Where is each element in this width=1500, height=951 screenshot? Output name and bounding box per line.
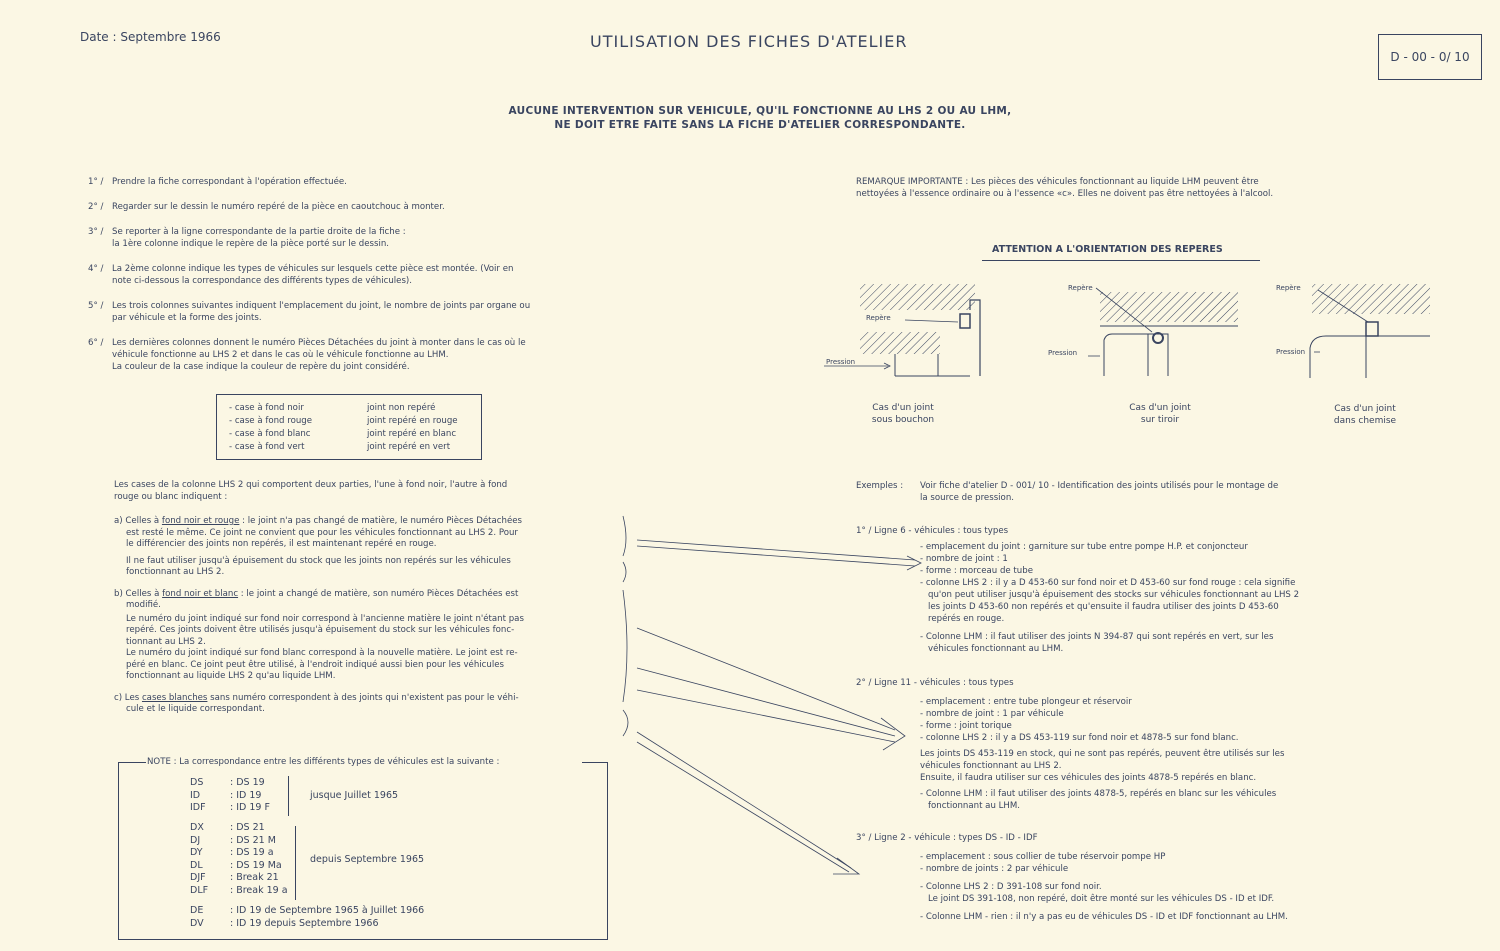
note-group-2: DX : DS 21 DJ : DS 21 M DY : DS 19 a DL : DS 19 Ma DJF : Break 21 DLF : Break 19 a (190, 822, 288, 896)
example-3-details: - emplacement : sous collier de tube réservoir pompe HP - nombre de joints : 2 par véhicule - Colonne LHS 2 : D 391-108 sur fond noir. Le joint DS 391-108, non repéré, doit être monté sur les véhicules DS - ID et IDF. - Colonne LHM - rien : il n'y a pas eu de véhicules DS - ID et IDF fonctionnant au LHM. (920, 852, 1288, 922)
legend-row: - case à fond blanc joint repéré en blanc (229, 429, 457, 439)
example-2-details: - emplacement : entre tube plongeur et réservoir - nombre de joint : 1 par véhicule - forme : joint torique - colonne LHS 2 : il y a DS 453-119 sur fond noir et 4878-5 sur fond blanc. Les joints DS 453-119 en stock, qui ne sont pas repérés, peuvent être utilisés sur les véhicules fonctionnant au LHS 2. Ensuite, il faudra utiliser sur ces véhicules des joints 4878-5 repérés en blanc. - Colonne LHM : il faut utiliser des joints 4878-5, repérés en blanc sur les véhicules fonctionnant au LHM. (920, 697, 1285, 811)
note-label: depuis Septembre 1965 (310, 854, 425, 865)
divider (118, 762, 146, 763)
bracket (295, 826, 296, 900)
warning-banner: AUCUNE INTERVENTION SUR VEHICULE, QU'IL FONCTIONNE AU LHS 2 OU AU LHM, NE DOIT ETRE FAITE SANS LA FICHE D'ATELIER CORRESPONDANTE. (508, 105, 1012, 131)
connector-arrows (615, 510, 935, 880)
case-a: a) Celles à fond noir et rouge : le joint n'a pas changé de matière, le numéro Pièces Détachées est resté le même. Ce joint ne convient que pour les véhicules fonctionnant au LHS 2. Pour le différencier des joints non repérés, il est maintenant repéré en rouge. Il ne faut utiliser jusqu'à épuisement du stock que les joints non repérés sur les véhicules fonctionnant au LHS 2. (114, 516, 523, 577)
example-3-heading: 3° / Ligne 2 - véhicule : types DS - ID - IDF (856, 833, 1038, 843)
repere-label: Repère (1276, 284, 1301, 292)
note-label: jusque Juillet 1965 (310, 790, 399, 801)
diagram-caption: Cas d'un joint sous bouchon (871, 403, 935, 425)
pression-label: Pression (826, 358, 856, 366)
note-title: NOTE : La correspondance entre les différents types de véhicules est la suivante : (147, 757, 500, 767)
cases-explanation (114, 516, 604, 726)
step: 5° / Les trois colonnes suivantes indiquent l'emplacement du joint, le nombre de joints par organe ou par véhicule et la forme des joints. (88, 301, 531, 323)
diagram-caption: Cas d'un joint sur tiroir (1129, 403, 1191, 425)
important-remark: REMARQUE IMPORTANTE : Les pièces des véhicules fonctionnant au liquide LHM peuvent être nettoyées à l'essence ordinaire ou à l'essence «c». Elles ne doivent pas être nettoyées à l'alcool. (856, 177, 1274, 199)
note-group-3: DE : ID 19 de Septembre 1965 à Juillet 1966 DV : ID 19 depuis Septembre 1966 (190, 905, 425, 929)
example-1-details: - emplacement du joint : garniture sur tube entre pompe H.P. et conjoncteur - nombre de joint : 1 - forme : morceau de tube - colonne LHS 2 : il y a D 453-60 sur fond noir et D 453-60 sur fond rouge : cela signifie qu'on peut utiliser jusqu'à épuisement des stocks sur véhicules fonctionnant au LHS 2 les joints D 453-60 non repérés et qu'ensuite il faudra utiliser des joints D 453-60 repérés en rouge. - Colonne LHM : il faut utiliser des joints N 394-87 qui sont repérés en vert, sur les véhicules fonctionnant au LHM. (920, 542, 1300, 654)
repere-label: Repère (1068, 284, 1093, 292)
cases-intro: Les cases de la colonne LHS 2 qui comportent deux parties, l'une à fond noir, l'autre à fond rouge ou blanc indiquent : (114, 480, 508, 502)
legend-row: - case à fond noir joint non repéré (229, 403, 436, 413)
step: 2° / Regarder sur le dessin le numéro repéré de la pièce en caoutchouc à monter. (88, 202, 445, 212)
example-1-heading: 1° / Ligne 6 - véhicules : tous types (856, 526, 1009, 536)
step: 3° / Se reporter à la ligne correspondante de la partie droite de la fiche : la 1ère colonne indique le repère de la pièce porté sur le dessin. (88, 227, 406, 249)
case-b: b) Celles à fond noir et blanc : le joint a changé de matière, son numéro Pièces Détachées est modifié. Le numéro du joint indiqué sur fond noir correspond à l'ancienne matière le joint n'étant pas repéré. Ces joints doivent être utilisés jusqu'à épuisement du stock sur les véhicules fonc- tionnant au LHS 2. Le numéro du joint indiqué sur fond blanc correspond à la nouvelle matière. Le joint est re- péré en blanc. Ce joint peut être utilisé, à l'endroit indiqué aussi bien pour les véhicules fonctionnant au liquide LHS 2 qu'au liquide LHM. (114, 588, 524, 681)
step: 4° / La 2ème colonne indique les types de véhicules sur lesquels cette pièce est montée. (Voir en note ci-dessous la correspondance des différents types de véhicules). (88, 264, 514, 286)
step: 6° / Les dernières colonnes donnent le numéro Pièces Détachées du joint à monter dans le cas où le véhicule fonctionne au LHS 2 et dans le cas où le véhicule fonctionne au LHM. La couleur de la case indique la couleur de repère du joint considéré. (88, 338, 526, 372)
document-reference: D - 00 - 0/ 10 (1378, 34, 1482, 80)
case-c: c) Les cases blanches sans numéro correspondent à des joints qui n'existent pas pour le véhi- cule et le liquide correspondant. (114, 692, 519, 714)
bracket (288, 776, 289, 816)
repere-label: Repère (866, 314, 891, 322)
pression-label: Pression (1048, 349, 1078, 357)
legend-row: - case à fond rouge joint repéré en rouge (229, 416, 458, 426)
pression-label: Pression (1276, 348, 1306, 356)
legend-row: - case à fond vert joint repéré en vert (229, 442, 451, 452)
color-legend (216, 394, 482, 460)
date: Date : Septembre 1966 (80, 30, 221, 44)
steps-list (88, 176, 618, 386)
step: 1° / Prendre la fiche correspondant à l'opération effectuée. (88, 177, 347, 187)
page-title: UTILISATION DES FICHES D'ATELIER (590, 32, 908, 51)
divider (582, 762, 607, 763)
attention-heading: ATTENTION A L'ORIENTATION DES REPERES (992, 244, 1223, 255)
diagram-caption: Cas d'un joint dans chemise (1333, 404, 1397, 426)
examples-intro: Exemples : Voir fiche d'atelier D - 001/ 10 - Identification des joints utilisés pour le montage de la source de pression. (856, 481, 1279, 503)
divider (982, 260, 1260, 261)
example-2-heading: 2° / Ligne 11 - véhicules : tous types (856, 678, 1014, 688)
note-group-1: DS : DS 19 ID : ID 19 IDF : ID 19 F (190, 777, 270, 813)
